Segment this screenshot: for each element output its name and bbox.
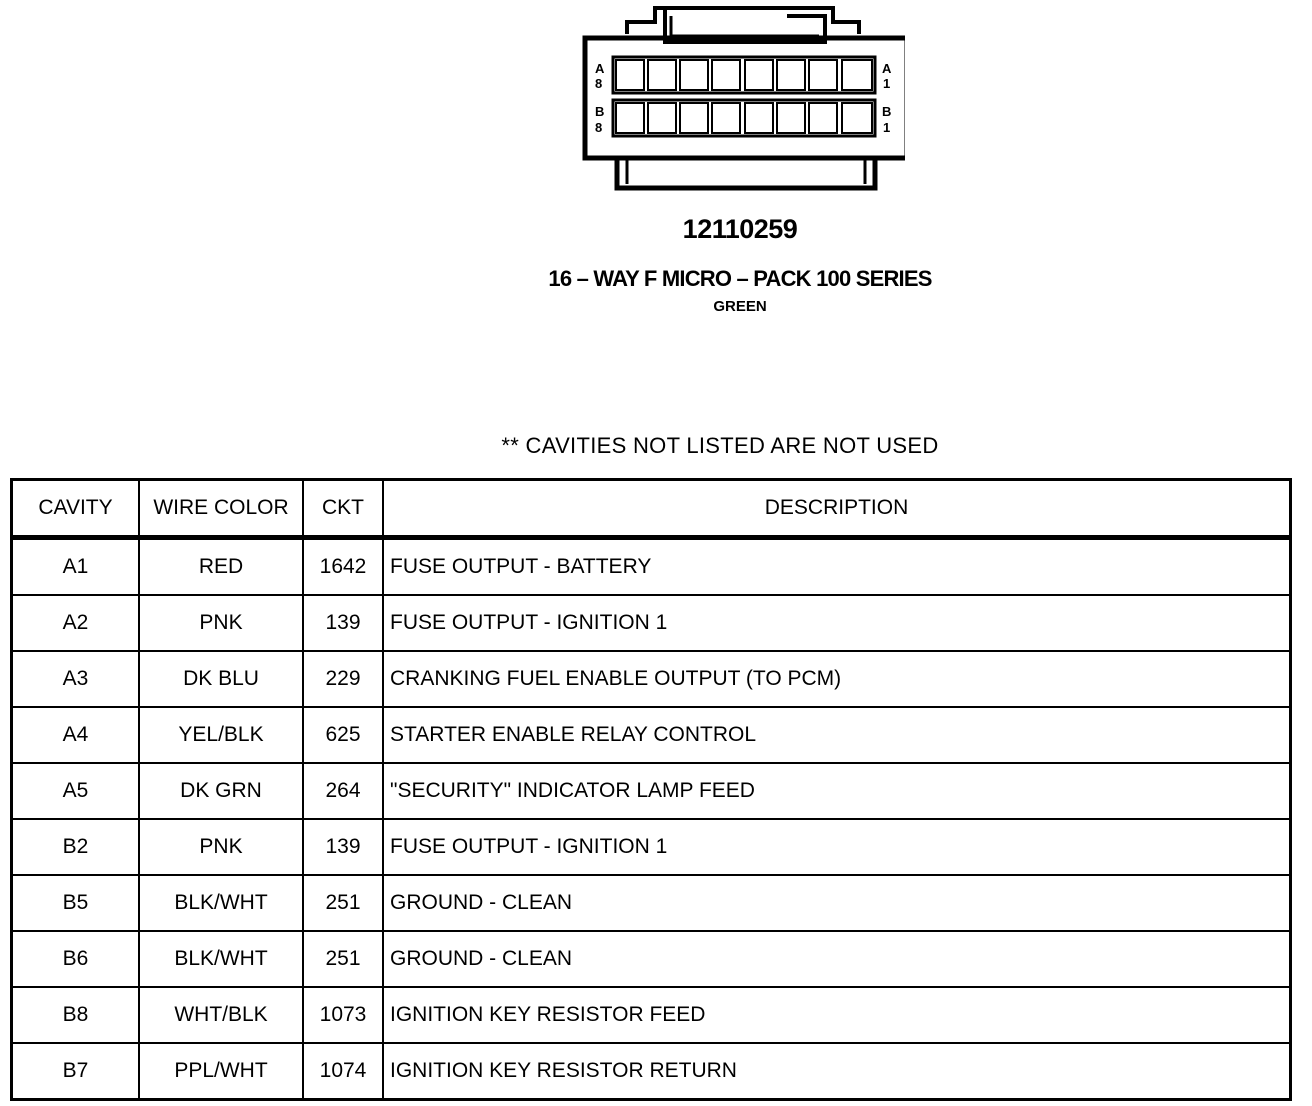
wire-color-cell: BLK/WHT xyxy=(139,875,303,931)
ckt-cell: 139 xyxy=(303,595,383,651)
cavity-a1 xyxy=(842,60,872,90)
cavity-cell: A1 xyxy=(12,538,140,596)
wire-color-cell: PPL/WHT xyxy=(139,1043,303,1100)
header-ckt: CKT xyxy=(303,480,383,538)
table-row xyxy=(12,875,1291,931)
table-row xyxy=(12,1043,1291,1100)
cavity-row-a xyxy=(613,57,875,93)
cavity-a6 xyxy=(680,60,708,90)
description-cell: CRANKING FUEL ENABLE OUTPUT (TO PCM) xyxy=(383,651,1291,707)
row-a-left-label-letter: A xyxy=(595,61,605,76)
description-cell: STARTER ENABLE RELAY CONTROL xyxy=(383,707,1291,763)
ckt-cell: 251 xyxy=(303,931,383,987)
description-cell: GROUND - CLEAN xyxy=(383,875,1291,931)
description-cell: "SECURITY" INDICATOR LAMP FEED xyxy=(383,763,1291,819)
ckt-cell: 264 xyxy=(303,763,383,819)
wire-color-cell: DK BLU xyxy=(139,651,303,707)
header-cavity: CAVITY xyxy=(12,480,140,538)
table-row xyxy=(12,931,1291,987)
cavity-a4 xyxy=(745,60,773,90)
cavity-cell: B5 xyxy=(12,875,140,931)
table-row xyxy=(12,819,1291,875)
cavity-cell: B8 xyxy=(12,987,140,1043)
description-cell: IGNITION KEY RESISTOR RETURN xyxy=(383,1043,1291,1100)
header-description: DESCRIPTION xyxy=(383,480,1291,538)
cavity-b1 xyxy=(842,103,872,133)
cavity-cell: B2 xyxy=(12,819,140,875)
pinout-table xyxy=(10,478,1292,1101)
cavity-b5 xyxy=(712,103,740,133)
description-cell: FUSE OUTPUT - IGNITION 1 xyxy=(383,595,1291,651)
wire-color-cell: WHT/BLK xyxy=(139,987,303,1043)
wire-color-cell: RED xyxy=(139,538,303,596)
table-row xyxy=(12,595,1291,651)
cavity-b8 xyxy=(616,103,644,133)
pinout-table-body xyxy=(12,538,1291,1100)
table-row xyxy=(12,987,1291,1043)
cavity-row-b xyxy=(613,100,875,136)
cavity-a3 xyxy=(777,60,805,90)
description-cell: FUSE OUTPUT - BATTERY xyxy=(383,538,1291,596)
row-b-left-label-letter: B xyxy=(595,104,605,119)
table-row xyxy=(12,538,1291,596)
connector-color: GREEN xyxy=(713,298,767,315)
cavity-cell: A3 xyxy=(12,651,140,707)
connector-part-number: 12110259 xyxy=(682,214,798,244)
cavity-b3 xyxy=(777,103,805,133)
row-b-left-label-number: 8 xyxy=(595,120,603,135)
table-row xyxy=(12,707,1291,763)
row-a-right-label-number: 1 xyxy=(883,76,891,91)
wire-color-cell: BLK/WHT xyxy=(139,931,303,987)
row-a-left-label-number: 8 xyxy=(595,76,603,91)
connector-face-diagram xyxy=(575,2,905,197)
ckt-cell: 1074 xyxy=(303,1043,383,1100)
ckt-cell: 251 xyxy=(303,875,383,931)
header-row xyxy=(12,480,1291,538)
cavity-cell: A2 xyxy=(12,595,140,651)
connector-lock-tab-inner xyxy=(671,16,819,36)
cavity-a2 xyxy=(809,60,837,90)
wire-color-cell: PNK xyxy=(139,595,303,651)
ckt-cell: 139 xyxy=(303,819,383,875)
ckt-cell: 1073 xyxy=(303,987,383,1043)
row-b-right-label-letter: B xyxy=(882,104,892,119)
cavity-cell: B7 xyxy=(12,1043,140,1100)
unused-cavities-note: ** CAVITIES NOT LISTED ARE NOT USED xyxy=(501,433,939,458)
row-a-right-label-letter: A xyxy=(882,61,892,76)
table-row xyxy=(12,651,1291,707)
ckt-cell: 1642 xyxy=(303,538,383,596)
header-wire-color: WIRE COLOR xyxy=(139,480,303,538)
wire-color-cell: DK GRN xyxy=(139,763,303,819)
cavity-b7 xyxy=(648,103,676,133)
pinout-table-header xyxy=(12,480,1291,538)
wire-color-cell: PNK xyxy=(139,819,303,875)
connector-base xyxy=(617,158,875,188)
cavity-a7 xyxy=(648,60,676,90)
cavity-b4 xyxy=(745,103,773,133)
cavity-cell: B6 xyxy=(12,931,140,987)
cavity-a8 xyxy=(616,60,644,90)
cavity-b6 xyxy=(680,103,708,133)
cavity-cell: A5 xyxy=(12,763,140,819)
row-b-right-label-number: 1 xyxy=(883,120,891,135)
cavity-b2 xyxy=(809,103,837,133)
ckt-cell: 229 xyxy=(303,651,383,707)
ckt-cell: 625 xyxy=(303,707,383,763)
connector-description: 16 – WAY F MICRO – PACK 100 SERIES xyxy=(548,266,932,291)
connector-face-svg xyxy=(575,2,905,197)
description-cell: GROUND - CLEAN xyxy=(383,931,1291,987)
table-row xyxy=(12,763,1291,819)
description-cell: IGNITION KEY RESISTOR FEED xyxy=(383,987,1291,1043)
cavity-cell: A4 xyxy=(12,707,140,763)
wire-color-cell: YEL/BLK xyxy=(139,707,303,763)
description-cell: FUSE OUTPUT - IGNITION 1 xyxy=(383,819,1291,875)
cavity-a5 xyxy=(712,60,740,90)
